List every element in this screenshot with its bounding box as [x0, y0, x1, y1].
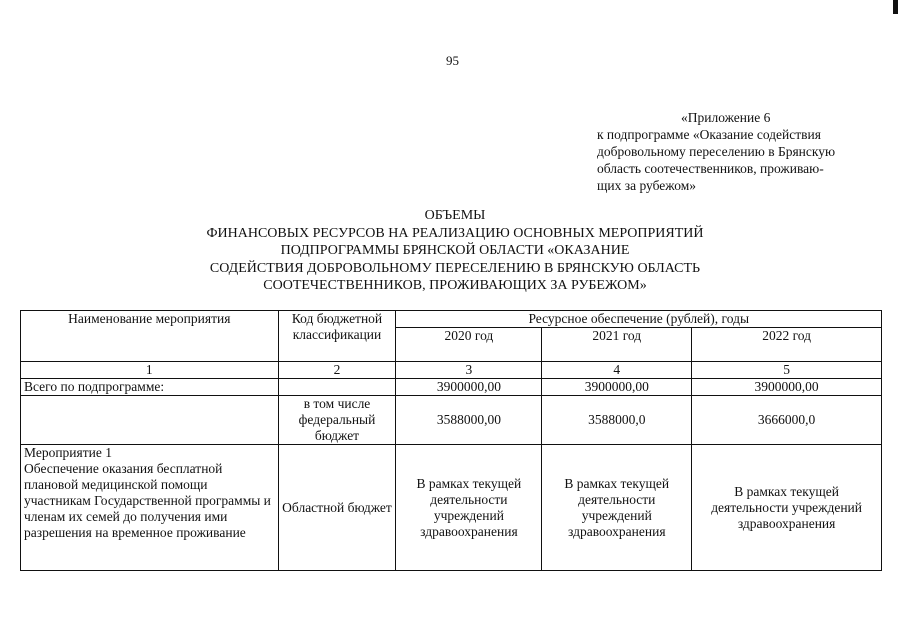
scan-mark	[893, 0, 898, 14]
header-year: 2022 год	[692, 328, 882, 362]
column-number-row	[21, 362, 882, 379]
table-row-total	[21, 379, 882, 396]
appendix-line: добровольному переселению в Брянскую	[597, 144, 836, 159]
measure-1-value: В рамках текущей деятельности учреждений здравоохранения	[396, 445, 542, 571]
column-number: 5	[692, 362, 882, 379]
federal-label	[21, 396, 279, 445]
table-header-row	[21, 311, 882, 328]
title-line: ФИНАНСОВЫХ РЕСУРСОВ НА РЕАЛИЗАЦИЮ ОСНОВНЫХ МЕРОПРИЯТИЙ	[206, 225, 704, 241]
column-number: 2	[278, 362, 396, 379]
federal-value: 3588000,0	[542, 396, 692, 445]
measure-1-value: В рамках текущей деятельности учреждений здравоохранения	[542, 445, 692, 571]
measure-1-description: Обеспечение оказания бесплатной плановой медицинской помощи участникам Государственной программы и членам их семей до получения ими разрешения на временное проживание	[24, 461, 271, 540]
column-number: 4	[542, 362, 692, 379]
title-line: ПОДПРОГРАММЫ БРЯНСКОЙ ОБЛАСТИ «ОКАЗАНИЕ	[280, 243, 630, 258]
total-value: 3900000,00	[692, 379, 882, 396]
title-line: ОБЪЕМЫ	[424, 208, 486, 223]
column-number: 1	[21, 362, 279, 379]
measure-1-cell	[21, 445, 279, 571]
header-year: 2020 год	[396, 328, 542, 362]
appendix-note	[597, 109, 887, 194]
document-title	[150, 207, 760, 295]
header-code: Код бюджетной классификации	[278, 311, 396, 362]
measure-1-value: В рамках текущей деятельности учреждений здравоохранения	[692, 445, 882, 571]
budget-table	[20, 310, 882, 571]
appendix-line: к подпрограмме «Оказание содействия	[597, 127, 821, 142]
total-code	[278, 379, 396, 396]
measure-1-code: Областной бюджет	[278, 445, 396, 571]
total-value: 3900000,00	[396, 379, 542, 396]
table-row-federal	[21, 396, 882, 445]
federal-code: в том числе федеральный бюджет	[278, 396, 396, 445]
appendix-line: область соотечественников, проживаю-	[597, 161, 824, 176]
title-line: СООТЕЧЕСТВЕННИКОВ, ПРОЖИВАЮЩИХ ЗА РУБЕЖОМ»	[263, 278, 647, 293]
federal-value: 3588000,00	[396, 396, 542, 445]
total-value: 3900000,00	[542, 379, 692, 396]
title-line: СОДЕЙСТВИЯ ДОБРОВОЛЬНОМУ ПЕРЕСЕЛЕНИЮ В БРЯНСКУЮ ОБЛАСТЬ	[209, 260, 701, 276]
column-number: 3	[396, 362, 542, 379]
measure-1-title: Мероприятие 1	[24, 445, 112, 460]
appendix-line: щих за рубежом»	[597, 178, 697, 193]
header-resources: Ресурсное обеспечение (рублей), годы	[396, 311, 882, 328]
appendix-line: «Приложение 6	[681, 110, 771, 125]
header-name: Наименование мероприятия	[21, 311, 279, 362]
page-number: 95	[446, 53, 459, 68]
federal-value: 3666000,0	[692, 396, 882, 445]
table-row-measure-1	[21, 445, 882, 571]
header-year: 2021 год	[542, 328, 692, 362]
total-label: Всего по подпрограмме:	[21, 379, 279, 396]
